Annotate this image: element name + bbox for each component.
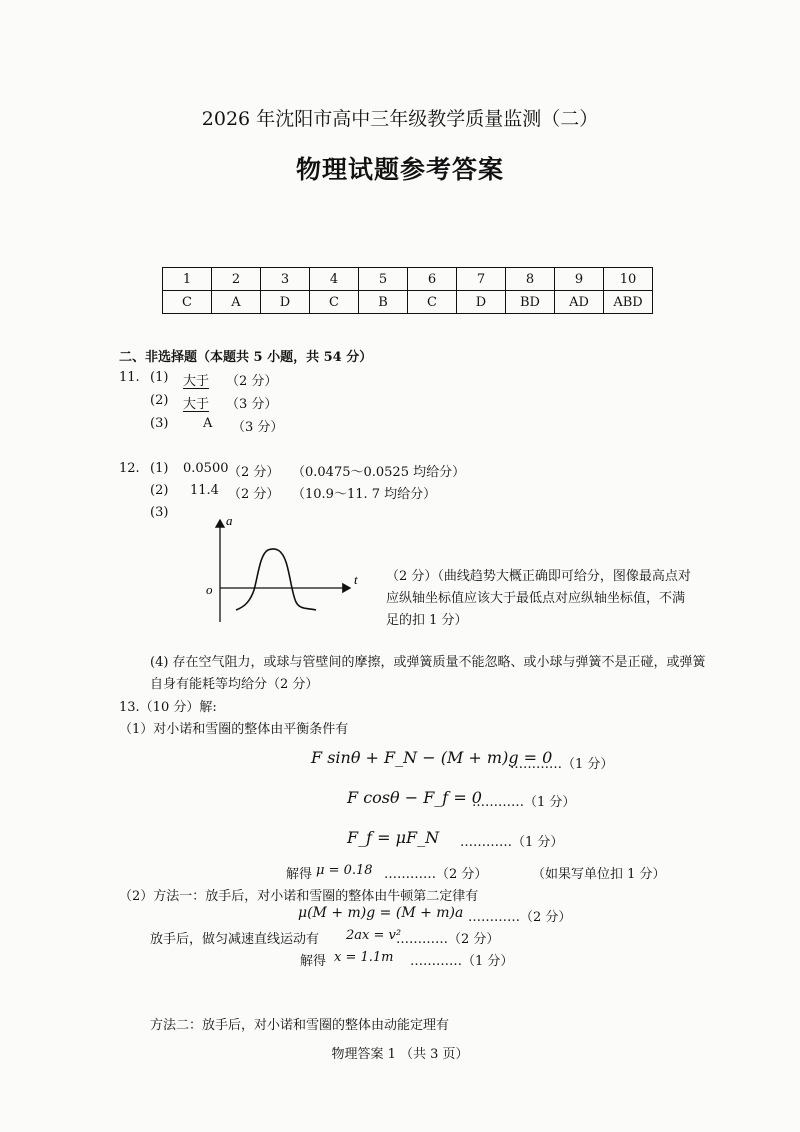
q11-3-score: （3 分） <box>232 420 284 435</box>
acceleration-time-graph <box>198 510 368 625</box>
table-cell: AD <box>555 291 604 314</box>
table-cell: C <box>408 291 457 314</box>
equation-3: F_f = μF_N <box>347 828 440 847</box>
table-cell: C <box>163 291 212 314</box>
table-cell: BD <box>506 291 555 314</box>
table-cell: 8 <box>506 268 555 291</box>
answer-row <box>163 291 653 314</box>
table-cell: A <box>212 291 261 314</box>
table-cell: D <box>457 291 506 314</box>
table-cell: 6 <box>408 268 457 291</box>
q11-2-label: (2) <box>150 393 169 408</box>
q12-1-range: （0.0475～0.0525 均给分） <box>292 465 466 480</box>
answer-key-title: 物理试题参考答案 <box>295 155 504 184</box>
solution-1-score: …………（2 分） <box>384 867 488 882</box>
q11-1-label: (1) <box>150 370 169 385</box>
x-axis-label: t <box>354 572 358 587</box>
q12-2-range: （10.9～11. 7 均给分） <box>292 487 437 502</box>
q13-heading: 13.（10 分）解: <box>119 700 217 715</box>
q12-3-label: (3) <box>150 505 169 520</box>
table-cell: 10 <box>604 268 653 291</box>
equation-4-score: …………（2 分） <box>468 910 572 925</box>
q13-line5-text: 放手后，做匀减速直线运动有 <box>150 932 320 947</box>
q12-1-label: (1) <box>150 461 169 476</box>
exam-title: 2026 年沈阳市高中三年级教学质量监测（二） <box>201 108 599 130</box>
table-cell: 5 <box>359 268 408 291</box>
q13-part1-intro: （1）对小诺和雪圈的整体由平衡条件有 <box>119 722 349 737</box>
q12-number: 12. <box>119 461 140 476</box>
q12-2-label: (2) <box>150 483 169 498</box>
question-number-row <box>163 268 653 291</box>
equation-5: 2ax = v² <box>346 928 402 943</box>
table-cell: 9 <box>555 268 604 291</box>
equation-1-score: …………（1 分） <box>510 757 614 772</box>
table-cell: 4 <box>310 268 359 291</box>
table-cell: B <box>359 291 408 314</box>
q11-number: 11. <box>119 370 140 385</box>
y-axis-label: a <box>226 513 233 528</box>
equation-1: F sinθ + F_N − (M + m)g = 0 <box>311 748 553 767</box>
equation-4: μ(M + m)g = (M + m)a <box>298 905 464 921</box>
table-cell: 7 <box>457 268 506 291</box>
equation-2-score: …………（1 分） <box>472 795 576 810</box>
table-cell: 2 <box>212 268 261 291</box>
q12-1-score: （2 分） <box>228 465 280 480</box>
solution-2: x = 1.1m <box>334 950 394 965</box>
q12-4-answer: (4) 存在空气阻力，或球与管壁间的摩擦，或弹簧质量不能忽略、或小球与弹簧不是正碰，或弹簧自身有能耗等均给分（2 分） <box>150 655 706 692</box>
solution-2-score: …………（1 分） <box>410 954 514 969</box>
solution-1: μ = 0.18 <box>316 863 373 878</box>
q12-2-answer: 11.4 <box>190 483 219 498</box>
q13-part2-intro: （2）方法一：放手后，对小诺和雪圈的整体由牛顿第二定律有 <box>119 889 479 904</box>
equation-5-score: …………（2 分） <box>396 932 500 947</box>
table-cell: 1 <box>163 268 212 291</box>
table-cell: 3 <box>261 268 310 291</box>
table-cell: ABD <box>604 291 653 314</box>
q11-3-answer: A <box>203 416 213 431</box>
q11-1-score: （2 分） <box>226 374 278 389</box>
q12-2-score: （2 分） <box>228 487 280 502</box>
q12-1-answer: 0.0500 <box>183 461 229 476</box>
solution-2-prefix: 解得 <box>300 954 327 969</box>
q11-1-answer: 大于 <box>183 374 210 389</box>
solution-1-prefix: 解得 <box>286 867 313 882</box>
table-cell: D <box>261 291 310 314</box>
q11-2-score: （3 分） <box>226 397 278 412</box>
solution-1-note: （如果写单位扣 1 分） <box>532 867 666 882</box>
q11-3-label: (3) <box>150 416 169 431</box>
q13-method2: 方法二：放手后，对小诺和雪圈的整体由动能定理有 <box>150 1018 450 1033</box>
table-cell: C <box>310 291 359 314</box>
section-heading: 二、非选择题（本题共 5 小题，共 54 分） <box>119 350 373 365</box>
q12-3-note: （2 分）（曲线趋势大概正确即可给分，图像最高点对应纵轴坐标值应该大于最低点对应纵轴坐标值，不满足的扣 1 分） <box>386 569 691 628</box>
acceleration-curve <box>236 549 316 610</box>
answer-table <box>162 267 653 314</box>
equation-2: F cosθ − F_f = 0 <box>347 788 482 807</box>
q11-2-answer: 大于 <box>183 397 210 412</box>
origin-label: o <box>206 582 213 597</box>
page-footer: 物理答案 1 （共 3 页） <box>331 1047 469 1062</box>
equation-3-score: …………（1 分） <box>460 835 564 850</box>
